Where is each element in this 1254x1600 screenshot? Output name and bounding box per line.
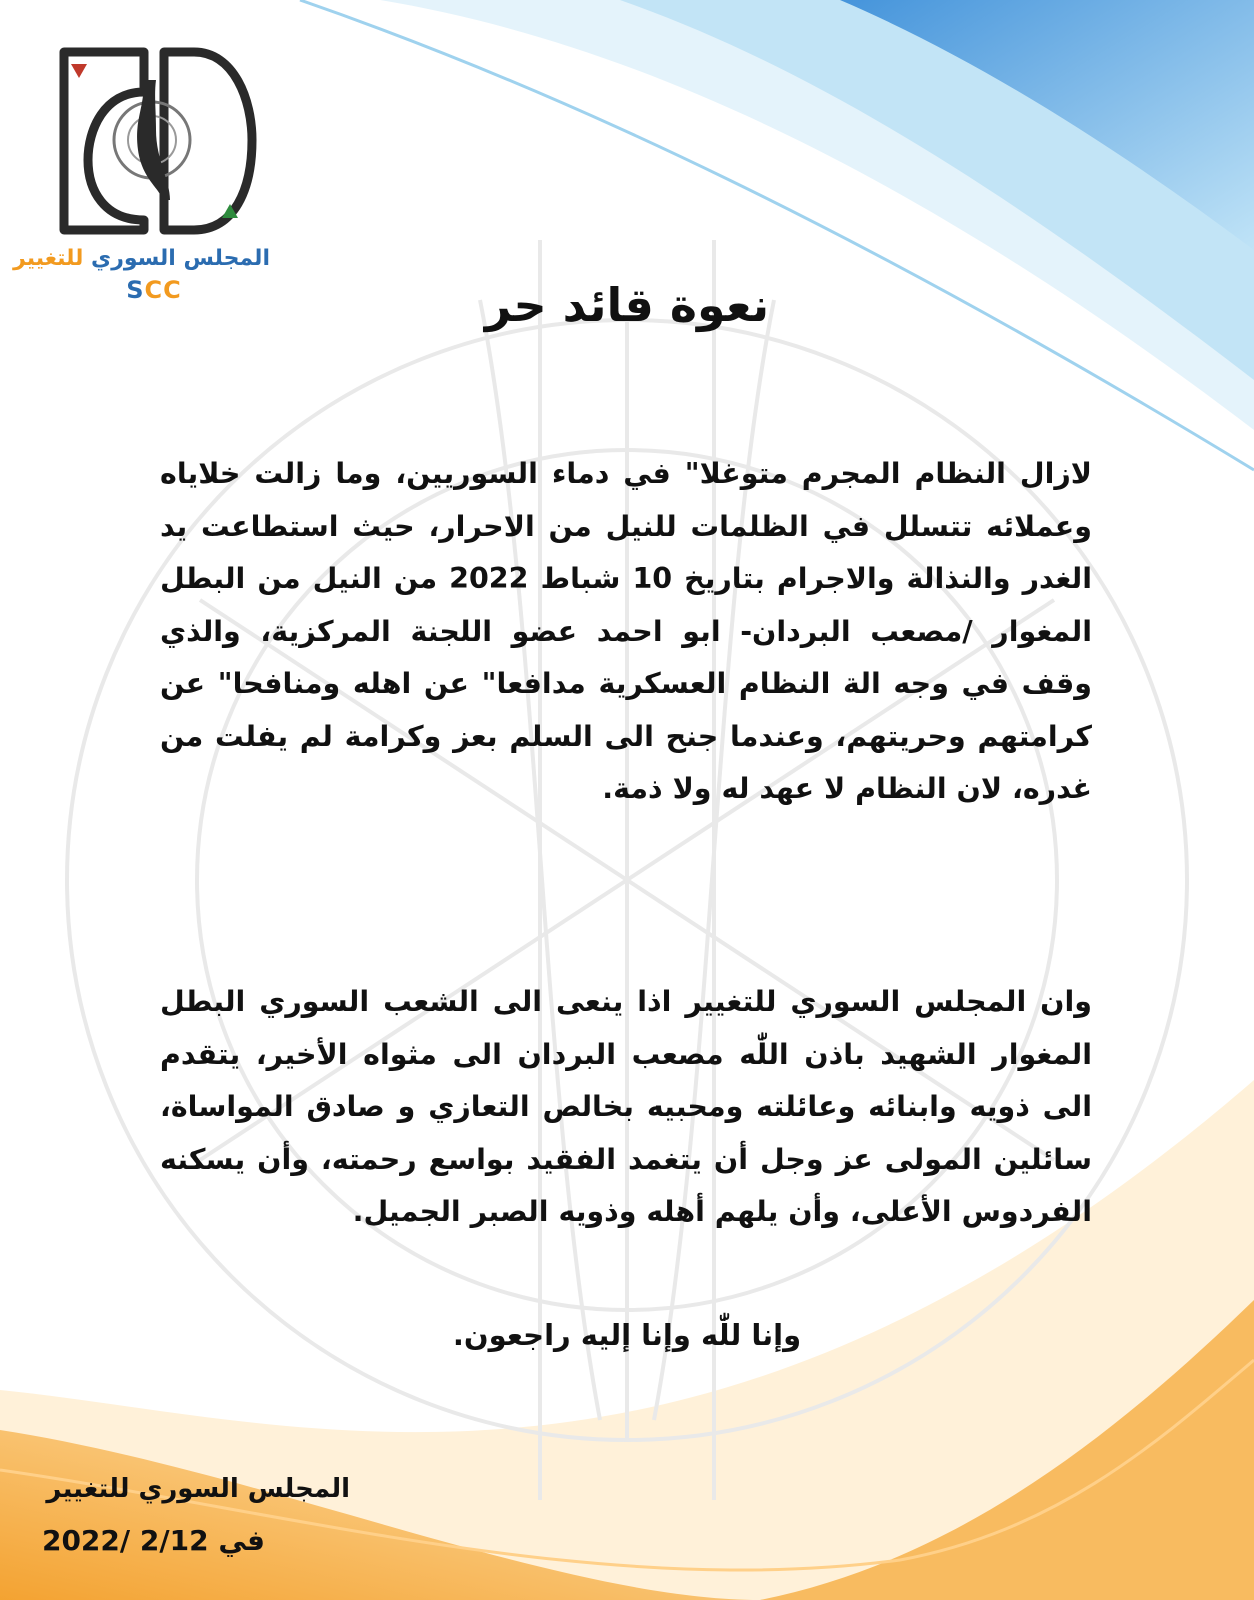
logo-red-triangle bbox=[71, 64, 87, 78]
closing-prayer: وإنا للّٰه وإنا إليه راجعون. bbox=[452, 1318, 802, 1352]
logo-frame-left bbox=[64, 52, 144, 230]
signature-date: في 2/12 /2022 bbox=[41, 1524, 265, 1557]
paragraph-1: لازال النظام المجرم متوغلا" في دماء السوريين، وما زالت خلاياه وعملائه تتسلل في الظلمات للنيل من الاحرار، حيث استطاعت يد الغدر والنذالة والاجرام بتاريخ 10 شباط 2022 من النيل من البطل المغوار /مصعب البردان- ابو احمد عضو اللجنة المركزية، والذي وقف في وجه الة النظام العسكرية مدافعا" عن اهله ومنافحا" عن كرامتهم وحريتهم، وعندما جنح الى السلم بعز وكرامة لم يفلت من غدره، لان النظام لا عهد له ولا ذمة. bbox=[160, 457, 1092, 805]
logo-name-part1: المجلس السوري bbox=[91, 246, 270, 271]
logo-abbr-c1: C bbox=[144, 276, 164, 304]
logo-name bbox=[13, 246, 270, 271]
logo-frame-right bbox=[164, 52, 252, 230]
logo-name-part2: للتغيير bbox=[13, 246, 84, 271]
logo-abbr-c2: C bbox=[163, 276, 182, 304]
paragraph-2: وان المجلس السوري للتغيير اذا ينعى الى الشعب السوري البطل المغوار الشهيد باذن اللّٰه مصعب البردان الى مثواه الأخير، يتقدم الى ذويه وابنائه وعائلته ومحبيه بخالص التعازي و صادق المواساة، سائلين المولى عز وجل أن يتغمد الفقيد بواسع رحمته، وأن يسكنه الفردوس الأعلى، وأن يلهم أهله وذويه الصبر الجميل. bbox=[160, 985, 1092, 1228]
logo-abbr-s: S bbox=[126, 276, 145, 304]
page-title: نعوة قائد حر bbox=[484, 278, 770, 332]
signature-organization: المجلس السوري للتغيير bbox=[46, 1474, 350, 1504]
